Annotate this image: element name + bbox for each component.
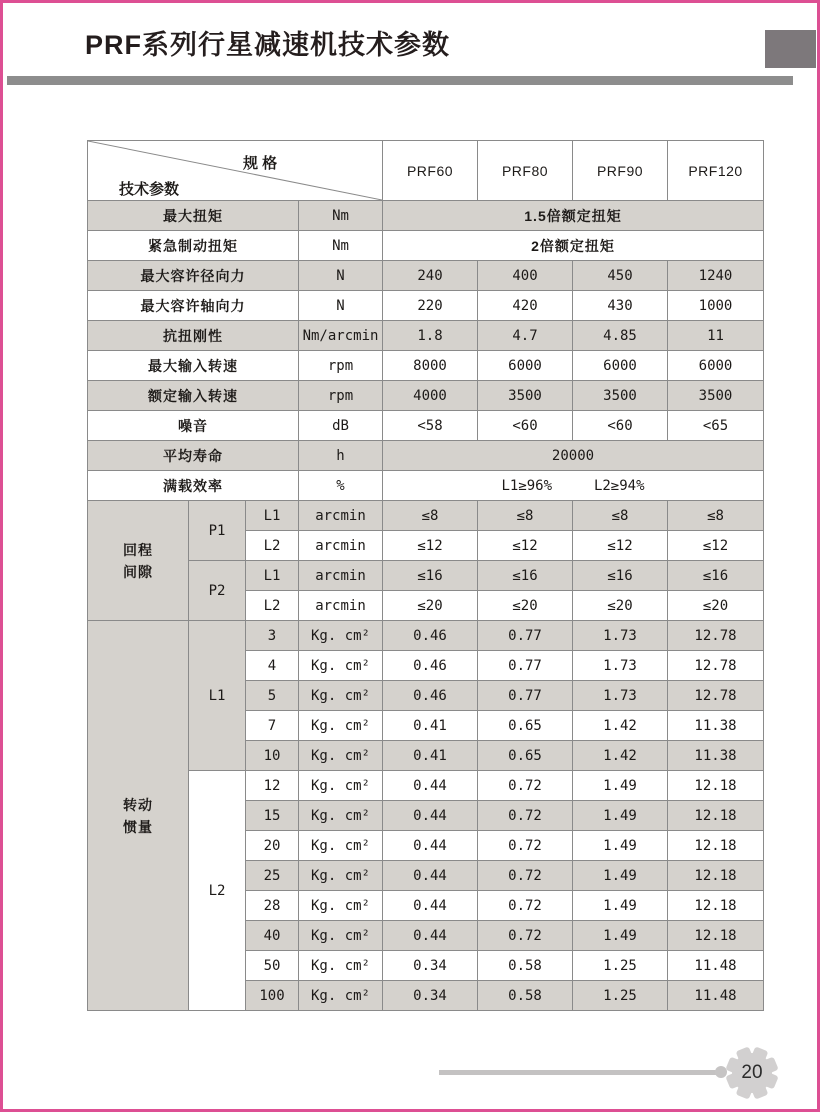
value-cell: 6000 (573, 351, 668, 381)
value-cell: 3500 (573, 381, 668, 411)
value-cell: 0.65 (478, 741, 573, 771)
unit-cell: h (299, 441, 383, 471)
title-rule (7, 76, 793, 85)
unit-cell: % (299, 471, 383, 501)
value-cell: <58 (383, 411, 478, 441)
value-cell (383, 471, 764, 501)
value-cell: 11 (668, 321, 764, 351)
page-number-badge (724, 1045, 780, 1101)
value-cell: ≤12 (383, 531, 478, 561)
unit-cell: Kg. cm² (299, 831, 383, 861)
value-cell: 0.72 (478, 831, 573, 861)
unit-cell: Nm (299, 231, 383, 261)
table-row (88, 561, 764, 591)
value-cell: 1.25 (573, 981, 668, 1011)
value-cell: 4.7 (478, 321, 573, 351)
value-cell: 0.44 (383, 801, 478, 831)
grade-cell: P1 (189, 501, 246, 561)
value-cell: ≤16 (573, 561, 668, 591)
ratio-cell: 20 (246, 831, 299, 861)
ratio-cell: 15 (246, 801, 299, 831)
value-cell: 11.48 (668, 951, 764, 981)
model-header-cell: PRF90 (573, 141, 668, 201)
value-cell: 0.46 (383, 681, 478, 711)
value-cell: ≤20 (573, 591, 668, 621)
value-cell: 8000 (383, 351, 478, 381)
value-cell: 12.78 (668, 621, 764, 651)
table-row (88, 621, 764, 651)
value-cell: ≤20 (383, 591, 478, 621)
unit-cell: Kg. cm² (299, 651, 383, 681)
value-cell: 1.42 (573, 741, 668, 771)
value-cell: 0.72 (478, 801, 573, 831)
value-cell: <60 (573, 411, 668, 441)
value-cell: 0.41 (383, 741, 478, 771)
ratio-cell: 10 (246, 741, 299, 771)
unit-cell: Nm (299, 201, 383, 231)
value-cell: 0.77 (478, 681, 573, 711)
value-cell: 0.44 (383, 861, 478, 891)
unit-cell: arcmin (299, 531, 383, 561)
ratio-cell: 7 (246, 711, 299, 741)
unit-cell: arcmin (299, 591, 383, 621)
value-cell: 0.58 (478, 951, 573, 981)
value-cell: 0.34 (383, 981, 478, 1011)
corner-decoration (765, 30, 816, 68)
value-cell: ≤16 (668, 561, 764, 591)
ratio-group-cell: L2 (189, 771, 246, 1011)
value-cell: 6000 (668, 351, 764, 381)
value-cell: 1240 (668, 261, 764, 291)
footer-line (439, 1070, 720, 1075)
unit-cell: N (299, 291, 383, 321)
unit-cell: rpm (299, 381, 383, 411)
table-row (88, 351, 764, 381)
unit-cell: Kg. cm² (299, 681, 383, 711)
value-cell: 0.41 (383, 711, 478, 741)
value-cell: 0.44 (383, 921, 478, 951)
unit-cell: Kg. cm² (299, 711, 383, 741)
value-cell: 12.18 (668, 861, 764, 891)
value-cell: 0.72 (478, 921, 573, 951)
value-cell: 11.48 (668, 981, 764, 1011)
param-label-cell: 最大扭矩 (88, 201, 299, 231)
efficiency-l1: L1≥96% (501, 478, 553, 494)
value-cell: ≤16 (383, 561, 478, 591)
param-label-cell: 紧急制动扭矩 (88, 231, 299, 261)
value-cell: 1.49 (573, 771, 668, 801)
value-cell: ≤8 (478, 501, 573, 531)
unit-cell: arcmin (299, 501, 383, 531)
ratio-cell: 4 (246, 651, 299, 681)
level-cell: L2 (246, 531, 299, 561)
value-cell: 12.78 (668, 651, 764, 681)
value-cell: 3500 (668, 381, 764, 411)
ratio-cell: 25 (246, 861, 299, 891)
value-cell: 12.18 (668, 801, 764, 831)
value-cell: 0.58 (478, 981, 573, 1011)
value-cell: 0.34 (383, 951, 478, 981)
unit-cell: rpm (299, 351, 383, 381)
unit-cell: Kg. cm² (299, 981, 383, 1011)
level-cell: L2 (246, 591, 299, 621)
value-cell: 1.49 (573, 831, 668, 861)
value-cell: 0.77 (478, 651, 573, 681)
ratio-cell: 100 (246, 981, 299, 1011)
grade-cell: P2 (189, 561, 246, 621)
page-title: PRF系列行星减速机技术参数 (85, 30, 450, 60)
value-cell: 1.49 (573, 861, 668, 891)
param-label-cell: 抗扭刚性 (88, 321, 299, 351)
value-cell: ≤12 (573, 531, 668, 561)
value-cell: 1.73 (573, 651, 668, 681)
value-cell: 0.46 (383, 651, 478, 681)
unit-cell: Kg. cm² (299, 621, 383, 651)
ratio-cell: 40 (246, 921, 299, 951)
page-number: 20 (741, 1062, 763, 1083)
value-cell: 1.73 (573, 621, 668, 651)
inertia-group-cell: 转动 惯量 (88, 621, 189, 1011)
value-cell: 0.72 (478, 861, 573, 891)
value-cell: 3500 (478, 381, 573, 411)
value-cell: ≤12 (478, 531, 573, 561)
table-row (88, 441, 764, 471)
value-cell: 420 (478, 291, 573, 321)
table-row (88, 231, 764, 261)
unit-cell: Kg. cm² (299, 741, 383, 771)
ratio-cell: 3 (246, 621, 299, 651)
value-cell: 4.85 (573, 321, 668, 351)
value-cell: 11.38 (668, 741, 764, 771)
value-cell: 1.8 (383, 321, 478, 351)
value-cell: 240 (383, 261, 478, 291)
value-cell: 1.49 (573, 891, 668, 921)
table-row (88, 291, 764, 321)
table-header-row (88, 141, 764, 201)
unit-cell: Kg. cm² (299, 801, 383, 831)
value-cell: 0.72 (478, 891, 573, 921)
value-cell: 12.78 (668, 681, 764, 711)
value-cell: 1.49 (573, 801, 668, 831)
value-cell: 6000 (478, 351, 573, 381)
unit-cell: Kg. cm² (299, 891, 383, 921)
unit-cell: Kg. cm² (299, 921, 383, 951)
spec-axis-label: 规 格 (243, 155, 278, 172)
param-label-cell: 噪音 (88, 411, 299, 441)
table-row (88, 201, 764, 231)
value-cell: ≤12 (668, 531, 764, 561)
param-label-cell: 满载效率 (88, 471, 299, 501)
unit-cell: arcmin (299, 561, 383, 591)
unit-cell: Kg. cm² (299, 771, 383, 801)
ratio-cell: 50 (246, 951, 299, 981)
unit-cell: dB (299, 411, 383, 441)
unit-cell: Kg. cm² (299, 951, 383, 981)
value-cell: ≤8 (668, 501, 764, 531)
value-cell: 0.65 (478, 711, 573, 741)
value-cell: 1.25 (573, 951, 668, 981)
unit-cell: N (299, 261, 383, 291)
value-cell: 0.46 (383, 621, 478, 651)
model-header-cell: PRF60 (383, 141, 478, 201)
value-cell: ≤8 (383, 501, 478, 531)
table-row (88, 321, 764, 351)
value-cell: <60 (478, 411, 573, 441)
value-cell: 0.44 (383, 891, 478, 921)
value-cell: 20000 (383, 441, 764, 471)
param-label-cell: 最大输入转速 (88, 351, 299, 381)
table-row (88, 381, 764, 411)
unit-cell: Nm/arcmin (299, 321, 383, 351)
diagonal-header-cell (88, 141, 383, 201)
param-axis-label: 技术参数 (119, 181, 180, 198)
table-row (88, 501, 764, 531)
ratio-cell: 5 (246, 681, 299, 711)
value-cell: 1.5倍额定扭矩 (383, 201, 764, 231)
value-cell: <65 (668, 411, 764, 441)
value-cell: ≤16 (478, 561, 573, 591)
value-cell: 0.77 (478, 621, 573, 651)
value-cell: 0.44 (383, 771, 478, 801)
value-cell: 12.18 (668, 891, 764, 921)
param-label-cell: 额定输入转速 (88, 381, 299, 411)
level-cell: L1 (246, 501, 299, 531)
table-row (88, 771, 764, 801)
table-row (88, 261, 764, 291)
value-cell: 1000 (668, 291, 764, 321)
value-cell: 11.38 (668, 711, 764, 741)
value-cell: 12.18 (668, 831, 764, 861)
model-header-cell: PRF80 (478, 141, 573, 201)
ratio-cell: 28 (246, 891, 299, 921)
value-cell: 450 (573, 261, 668, 291)
value-cell: 12.18 (668, 921, 764, 951)
value-cell: 1.42 (573, 711, 668, 741)
ratio-cell: 12 (246, 771, 299, 801)
value-cell: 400 (478, 261, 573, 291)
backlash-group-cell: 回程 间隙 (88, 501, 189, 621)
efficiency-l2: L2≥94% (593, 478, 645, 494)
unit-cell: Kg. cm² (299, 861, 383, 891)
value-cell: ≤8 (573, 501, 668, 531)
table-row (88, 471, 764, 501)
model-header-cell: PRF120 (668, 141, 764, 201)
param-label-cell: 平均寿命 (88, 441, 299, 471)
spec-table (87, 140, 764, 1011)
value-cell: 2倍额定扭矩 (383, 231, 764, 261)
value-cell: 0.44 (383, 831, 478, 861)
table-row (88, 411, 764, 441)
value-cell: ≤20 (668, 591, 764, 621)
value-cell: ≤20 (478, 591, 573, 621)
param-label-cell: 最大容许轴向力 (88, 291, 299, 321)
ratio-group-cell: L1 (189, 621, 246, 771)
value-cell: 1.73 (573, 681, 668, 711)
value-cell: 4000 (383, 381, 478, 411)
level-cell: L1 (246, 561, 299, 591)
value-cell: 430 (573, 291, 668, 321)
value-cell: 0.72 (478, 771, 573, 801)
value-cell: 12.18 (668, 771, 764, 801)
value-cell: 220 (383, 291, 478, 321)
value-cell: 1.49 (573, 921, 668, 951)
param-label-cell: 最大容许径向力 (88, 261, 299, 291)
